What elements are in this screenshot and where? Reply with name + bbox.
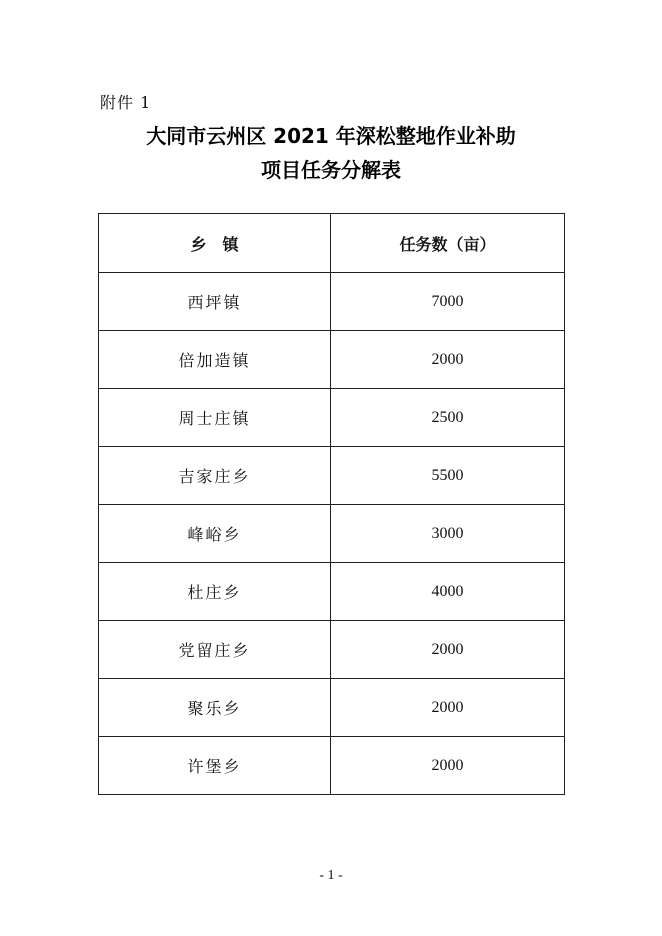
page-number: - 1 - xyxy=(319,868,343,883)
attachment-label: 附件 1 xyxy=(100,93,152,112)
town-cell: 西坪镇 xyxy=(99,273,331,331)
town-cell: 杜庄乡 xyxy=(99,563,331,621)
task-cell: 2500 xyxy=(331,389,565,447)
header-town: 乡 镇 xyxy=(99,214,331,273)
town-cell: 倍加造镇 xyxy=(99,331,331,389)
task-cell: 2000 xyxy=(331,679,565,737)
town-cell: 党留庄乡 xyxy=(99,621,331,679)
town-cell: 周士庄镇 xyxy=(99,389,331,447)
task-cell: 5500 xyxy=(331,447,565,505)
task-cell: 3000 xyxy=(331,505,565,563)
table-row xyxy=(99,737,565,795)
town-cell: 峰峪乡 xyxy=(99,505,331,563)
document-title-line-2: 项目任务分解表 xyxy=(261,158,401,182)
table-row xyxy=(99,679,565,737)
town-cell: 聚乐乡 xyxy=(99,679,331,737)
task-cell: 2000 xyxy=(331,737,565,795)
town-cell: 许堡乡 xyxy=(99,737,331,795)
table-row xyxy=(99,331,565,389)
table-row xyxy=(99,447,565,505)
table-row xyxy=(99,563,565,621)
task-cell: 4000 xyxy=(331,563,565,621)
header-task-count: 任务数（亩） xyxy=(331,214,565,273)
table-row xyxy=(99,621,565,679)
task-cell: 7000 xyxy=(331,273,565,331)
table-row xyxy=(99,389,565,447)
task-table xyxy=(98,213,565,795)
document-title-line-1: 大同市云州区 2021 年深松整地作业补助 xyxy=(146,124,516,148)
table-row xyxy=(99,273,565,331)
town-cell: 吉家庄乡 xyxy=(99,447,331,505)
task-cell: 2000 xyxy=(331,621,565,679)
table-row xyxy=(99,505,565,563)
task-cell: 2000 xyxy=(331,331,565,389)
table-header-row xyxy=(99,214,565,273)
